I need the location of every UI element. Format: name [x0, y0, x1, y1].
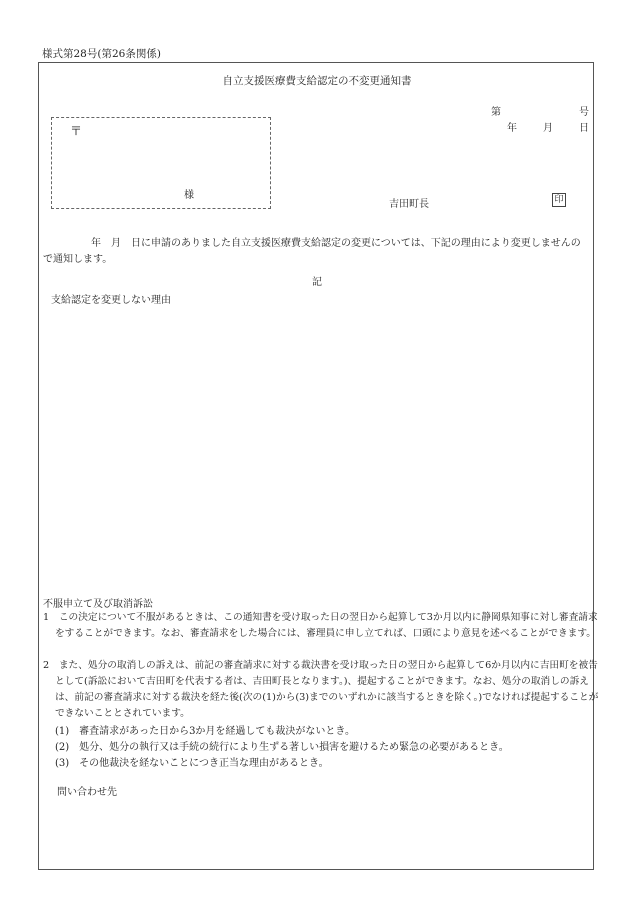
- date-year: 年: [507, 123, 517, 134]
- appeal-heading: 不服申立て及び取消訴訟: [43, 599, 153, 610]
- form-number: 様式第28号(第26条関係): [42, 48, 161, 60]
- appeal-sub-item: (3) その他裁決を経ないことにつき正当な理由があるとき。: [55, 758, 329, 769]
- appeal-sub-item: (2) 処分、処分の執行又は手続の続行により生ずる著しい損害を避けるため緊急の必要があるとき。: [55, 742, 509, 753]
- appeal-sub-item: (1) 審査請求があった日から3か月を経過しても裁決がないとき。: [55, 726, 356, 737]
- appeal-item-1: 1 この決定について不服があるときは、この通知書を受け取った日の翌日から起算して3か月以内に静岡県知事に対し審査請求をすることができます。なお、審査請求をした場合には、審理員に申し立てれば、口頭により意見を述べることができます。: [43, 612, 598, 639]
- number-prefix: 第: [491, 107, 501, 118]
- document-frame: [38, 62, 599, 870]
- number-suffix: 号: [579, 107, 589, 118]
- issuer-name: 吉田町長: [389, 199, 429, 210]
- reason-label: 支給認定を変更しない理由: [51, 295, 171, 306]
- recipient-honorific: 様: [184, 190, 194, 201]
- contact-label: 問い合わせ先: [57, 787, 117, 798]
- date-day: 日: [579, 123, 589, 134]
- document-title: 自立支援医療費支給認定の不変更通知書: [222, 75, 412, 87]
- postal-mark: 〒: [70, 124, 83, 138]
- address-box: [51, 117, 271, 209]
- date-month: 月: [543, 123, 553, 134]
- seal-mark: 印: [552, 193, 566, 207]
- note-heading: 記: [312, 277, 322, 288]
- appeal-item-2: 2 また、処分の取消しの訴えは、前記の審査請求に対する裁決書を受け取った日の翌日から起算して6か月以内に吉田町を被告として(訴訟において吉田町を代表する者は、吉田町長となります。)、提起することができます。なお、処分の取消しの訴えは、前記の審査請求に対する裁決を経た後(次の(1)から(3)までのいずれかに該当するときを除く。)でなければ提起することができないこととされています。: [43, 660, 599, 719]
- notice-body: 年 月 日に申請のありました自立支援医療費支給認定の変更については、下記の理由により変更しませんので通知します。: [43, 238, 581, 265]
